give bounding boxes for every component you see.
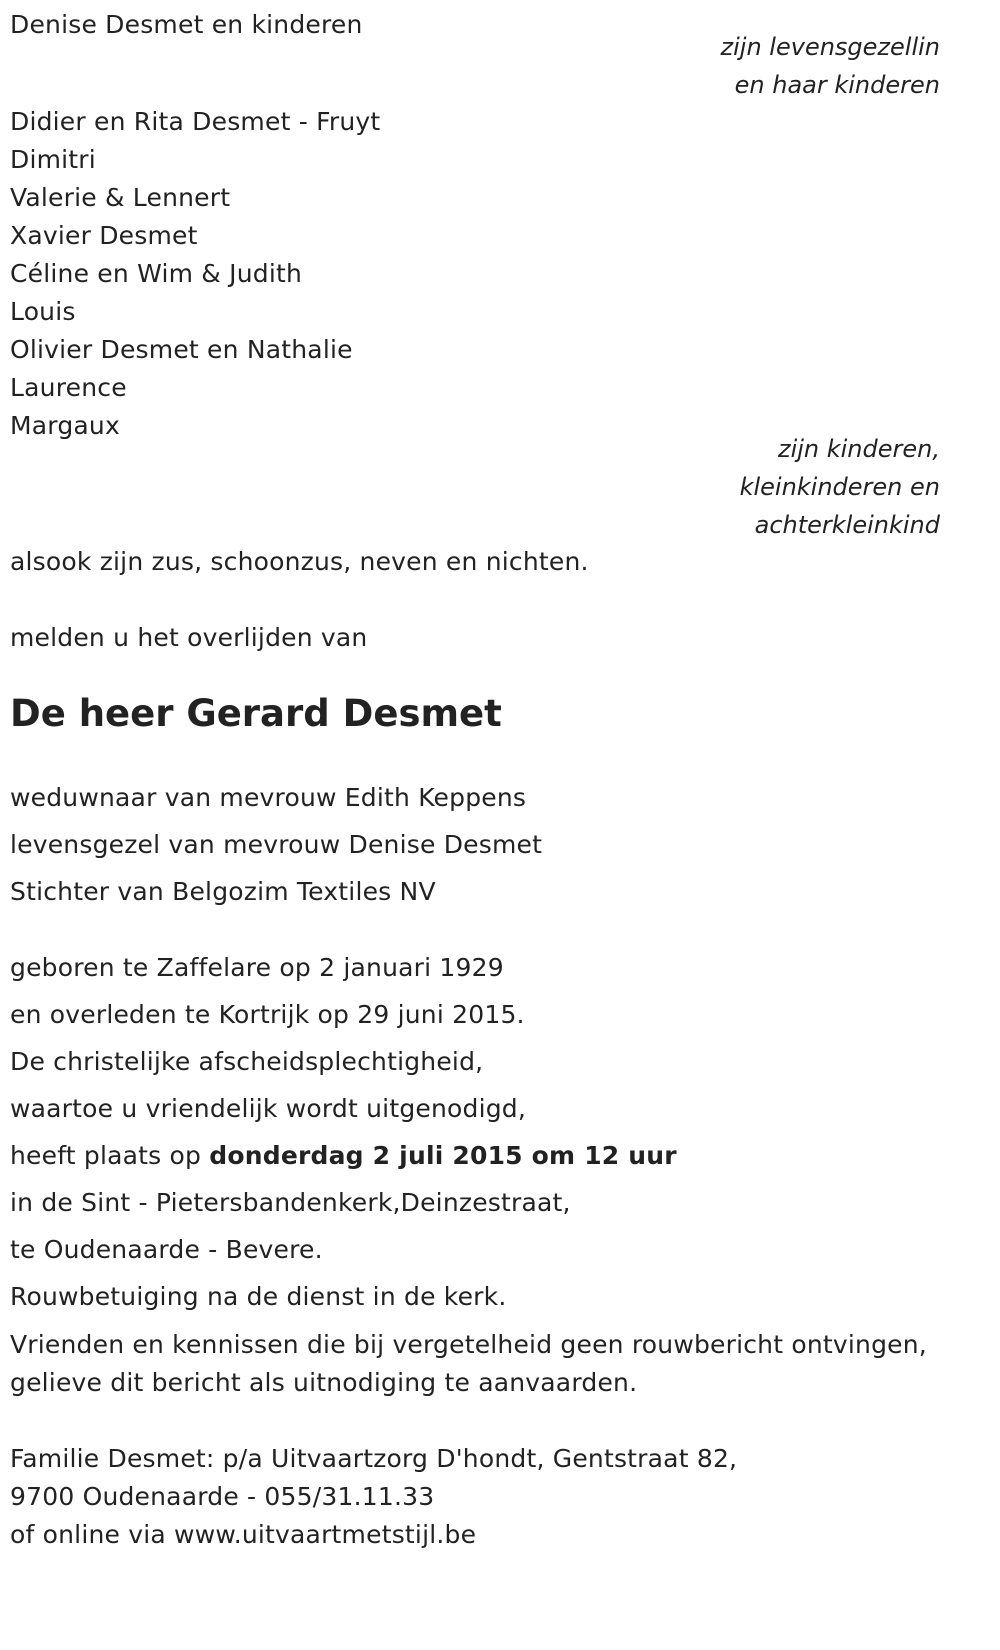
list-item: Didier en Rita Desmet - Fruyt	[10, 107, 381, 136]
list-item: Olivier Desmet en Nathalie	[10, 335, 353, 364]
announce-line: melden u het overlijden van	[10, 623, 368, 652]
children-role-line-3: achterkleinkind	[754, 511, 940, 539]
ceremony-date-line	[10, 1132, 940, 1179]
details-section	[10, 944, 940, 1320]
ceremony-line-1: De christelijke afscheidsplechtigheid,	[10, 1047, 484, 1076]
list-item: Xavier Desmet	[10, 221, 198, 250]
born-line: geboren te Zaffelare op 2 januari 1929	[10, 953, 504, 982]
relatives-line: alsook zijn zus, schoonzus, neven en nichten.	[10, 547, 589, 576]
deceased-name-section	[10, 690, 940, 738]
partner-role-line-1: zijn levensgezellin	[720, 33, 940, 61]
location-line-2: te Oudenaarde - Bevere.	[10, 1235, 323, 1264]
partner-line: Denise Desmet en kinderen	[10, 10, 363, 39]
deceased-name: De heer Gerard Desmet	[10, 692, 502, 735]
location-line-1: in de Sint - Pietersbandenkerk,Deinzestraat,	[10, 1188, 571, 1217]
ceremony-date-prefix: heeft plaats op	[10, 1141, 210, 1170]
list-item: Laurence	[10, 373, 127, 402]
contact-line: Familie Desmet: p/a Uitvaartzorg D'hondt, Gentstraat 82,	[10, 1444, 738, 1473]
condolences-line: Rouwbetuiging na de dienst in de kerk.	[10, 1282, 507, 1311]
description-line: weduwnaar van mevrouw Edith Keppens	[10, 783, 527, 812]
contact-section	[10, 1440, 940, 1554]
friends-line-1: Vrienden en kennissen die bij vergetelheid geen rouwbericht ontvingen,	[10, 1330, 927, 1359]
children-list	[10, 103, 940, 445]
list-item: Margaux	[10, 411, 120, 440]
list-item: Valerie & Lennert	[10, 183, 231, 212]
partner-role	[10, 28, 940, 104]
list-item: Louis	[10, 297, 76, 326]
descriptions-section	[10, 774, 940, 915]
relatives-section	[10, 543, 940, 581]
announce-section	[10, 619, 940, 657]
partner-role-line-2: en haar kinderen	[734, 71, 940, 99]
children-role-line-2: kleinkinderen en	[739, 473, 940, 501]
list-item: Céline en Wim & Judith	[10, 259, 303, 288]
ceremony-date: donderdag 2 juli 2015 om 12 uur	[209, 1141, 677, 1170]
children-role-line-1: zijn kinderen,	[777, 435, 940, 463]
friends-line-2: gelieve dit bericht als uitnodiging te aanvaarden.	[10, 1368, 638, 1397]
description-line: levensgezel van mevrouw Denise Desmet	[10, 830, 543, 859]
children-role	[10, 430, 940, 544]
list-item: Dimitri	[10, 145, 96, 174]
contact-line: of online via www.uitvaartmetstijl.be	[10, 1520, 477, 1549]
description-line: Stichter van Belgozim Textiles NV	[10, 877, 436, 906]
friends-section	[10, 1326, 940, 1402]
contact-line: 9700 Oudenaarde - 055/31.11.33	[10, 1482, 435, 1511]
died-line: en overleden te Kortrijk op 29 juni 2015.	[10, 1000, 525, 1029]
ceremony-line-2: waartoe u vriendelijk wordt uitgenodigd,	[10, 1094, 527, 1123]
